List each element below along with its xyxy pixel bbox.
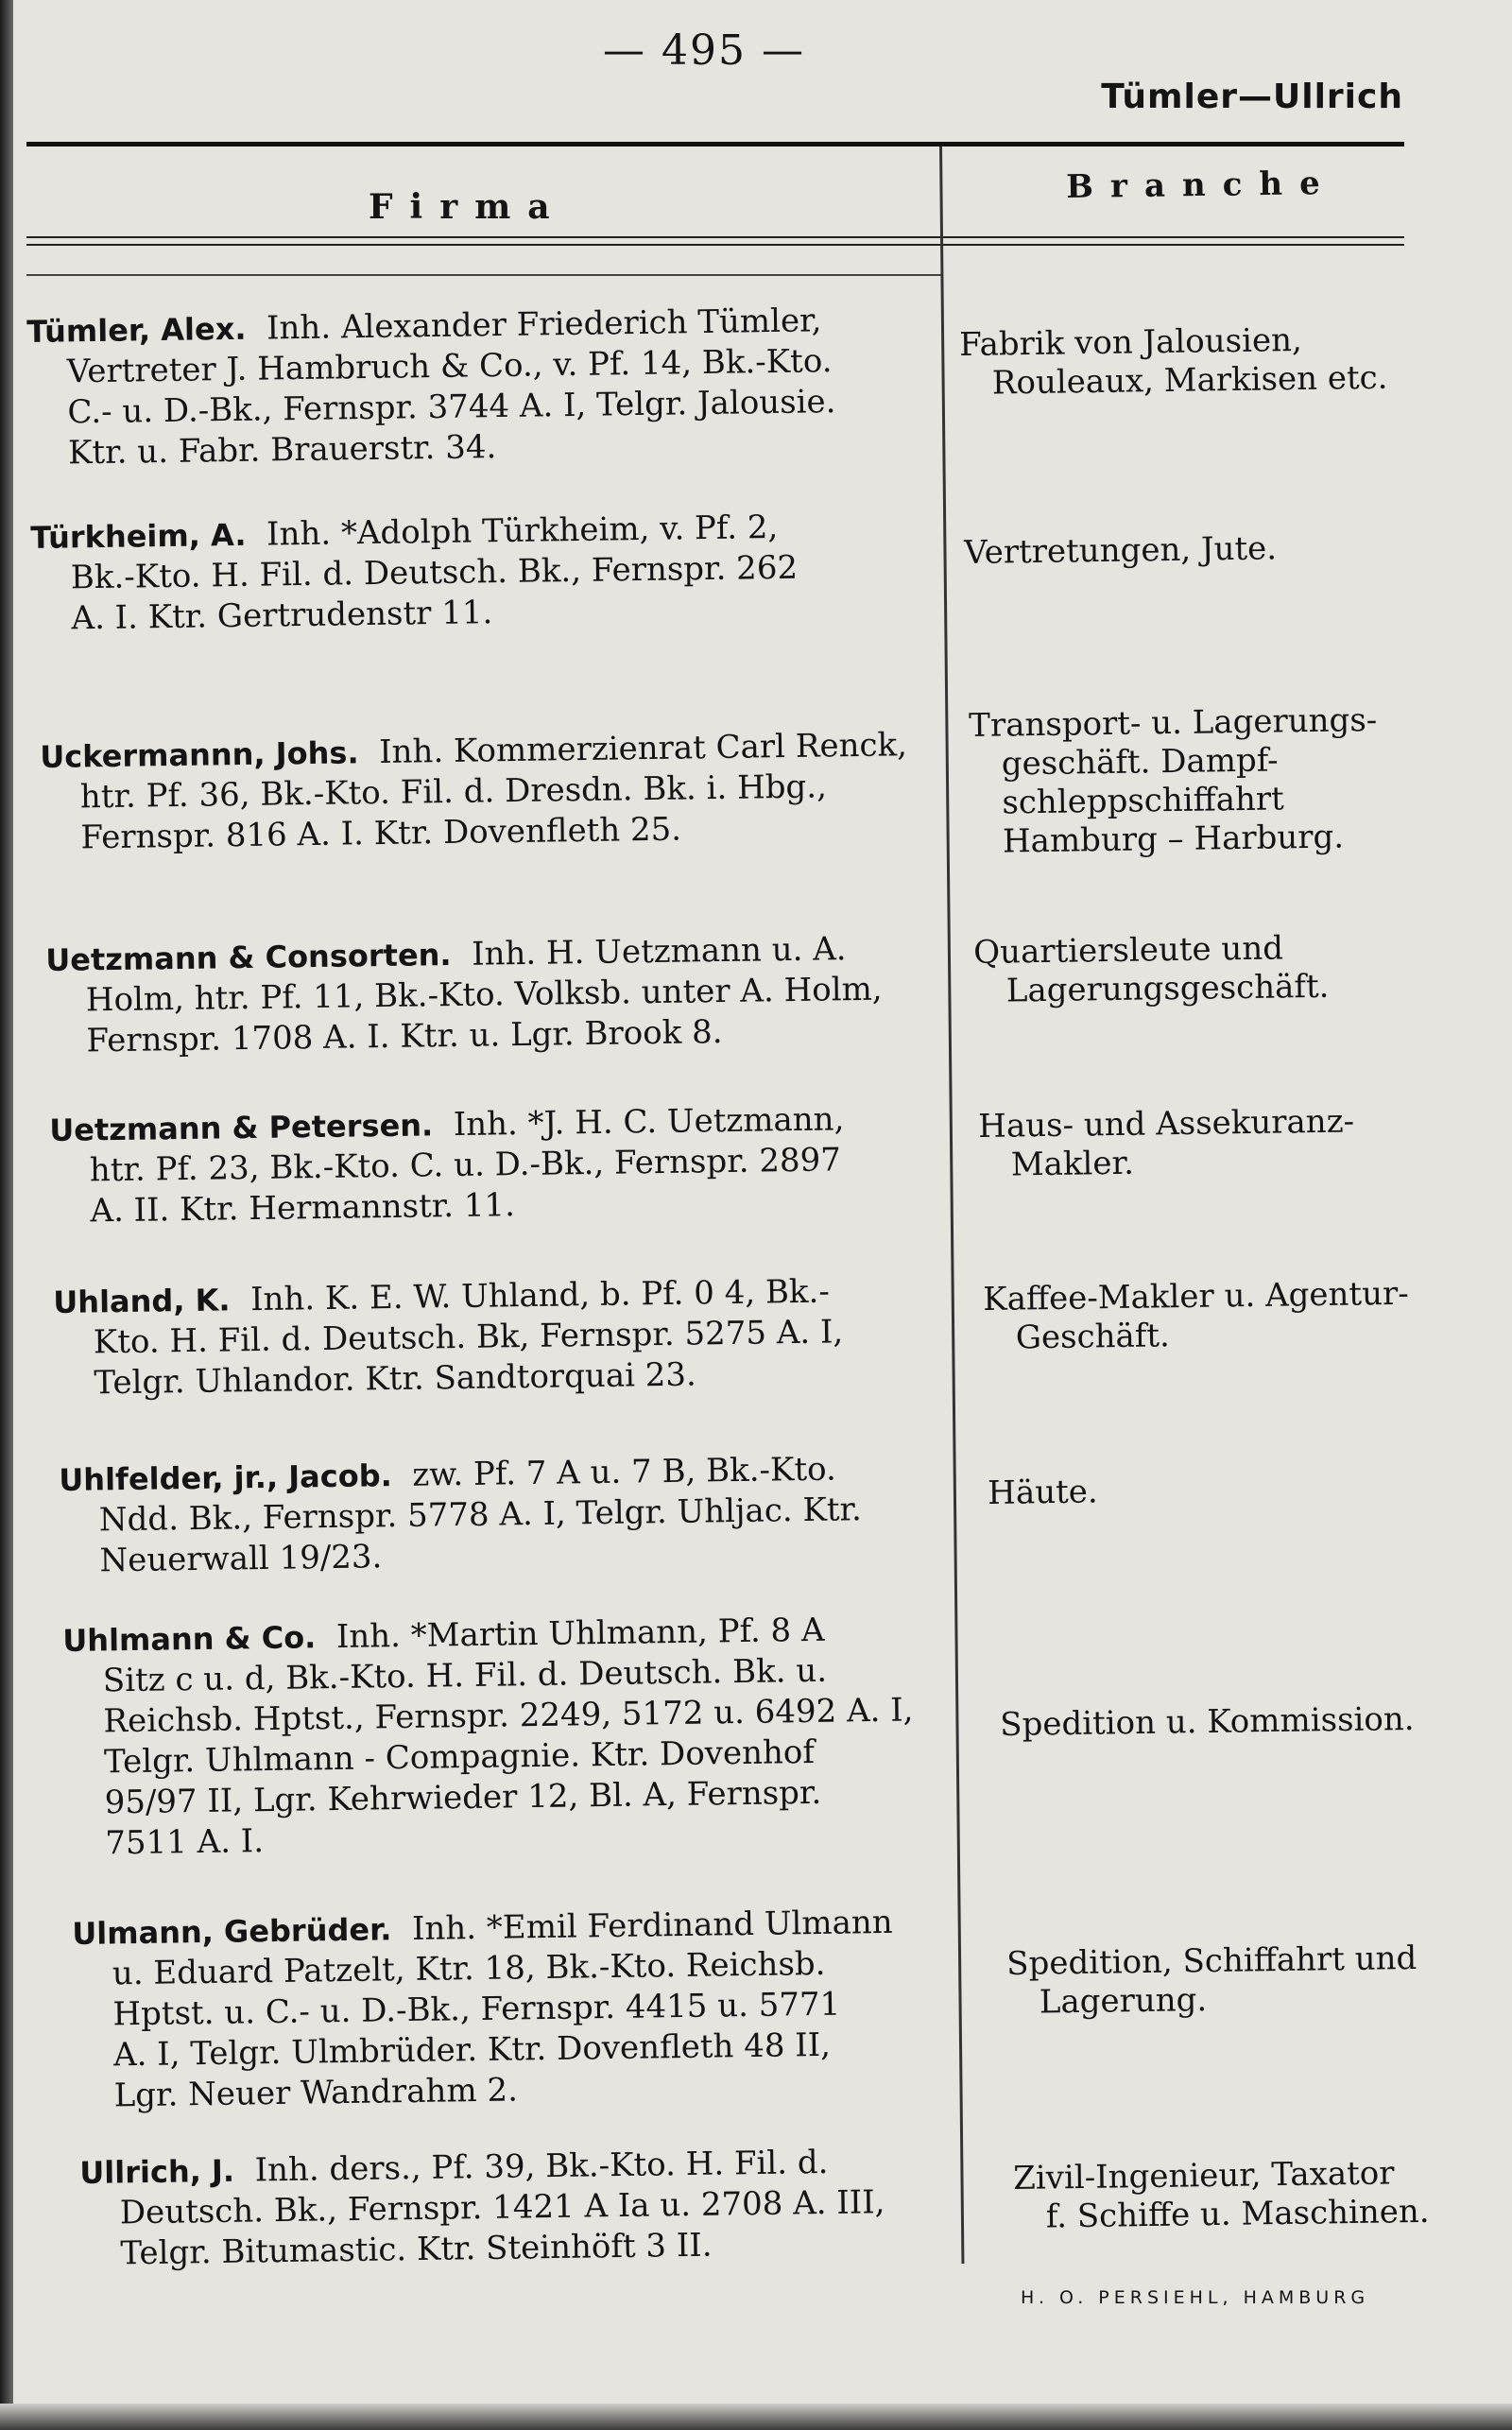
entry-line: Inh. Kommerzienrat Carl Renck, (378, 726, 908, 771)
entry-line: A. II. Ktr. Hermannstr. 11. (90, 1186, 516, 1231)
column-header-branche: Branche (1066, 164, 1337, 206)
firm-name: Türkheim, A. (30, 516, 247, 556)
firm-entry (40, 724, 977, 859)
firm-name: Tümler, Alex. (26, 310, 247, 350)
branche-entry (1013, 2152, 1512, 2237)
entry-line: Inh. Alexander Friederich Tümler, (266, 302, 822, 348)
running-head: Tümler—Ullrich (1101, 78, 1403, 116)
entry-line: Bk.-Kto. H. Fil. d. Deutsch. Bk., Fernspr. 262 (70, 548, 799, 597)
firm-entry (59, 1447, 996, 1582)
entry-line: Inh. H. Uetzmann u. A. (471, 930, 847, 974)
entry-line: 7511 A. I. (105, 1822, 265, 1863)
entry-line: Inh. *Martin Uhlmann, Pf. 8 A (335, 1611, 825, 1656)
branche-line: Hamburg – Harburg. (1002, 818, 1345, 861)
entry-line: htr. Pf. 36, Bk.-Kto. Fil. d. Dresdn. Bk. i. Hbg., (79, 767, 828, 817)
entry-line: Inh. K. E. W. Uhland, b. Pf. 0 4, Bk.- (249, 1272, 831, 1319)
header-rule (26, 142, 1404, 146)
entry-line: Inh. *Emil Ferdinand Ulmann (411, 1903, 893, 1948)
entry-line: Kto. H. Fil. d. Deutsch. Bk, Fernspr. 5275 A. I, (93, 1313, 844, 1362)
entry-line: Ktr. u. Fabr. Brauerstr. 34. (67, 428, 497, 473)
entry-line: A. I, Telgr. Ulmbrüder. Ktr. Dovenfleth 48 II, (112, 2025, 832, 2075)
entry-line: Inh. *J. H. C. Uetzmann, (453, 1100, 845, 1145)
branche-line: Lagerung. (1039, 1981, 1208, 2022)
branche-line: Spedition u. Kommission. (1000, 1699, 1415, 1744)
firm-entry (30, 505, 968, 640)
branche-line: Vertretungen, Jute. (964, 529, 1278, 572)
firm-entry (45, 927, 983, 1062)
branche-entry (973, 926, 1503, 1011)
entry-line: Lgr. Neuer Wandrahm 2. (113, 2071, 519, 2115)
entry-line: Deutsch. Bk., Fernspr. 1421 A Ia u. 2708 A. III, (119, 2183, 885, 2232)
branche-line: Zivil-Ingenieur, Taxator (1013, 2154, 1395, 2197)
branche-line: Spedition, Schiffahrt und (1006, 1939, 1418, 1983)
entry-line: Neuerwall 19/23. (99, 1538, 383, 1580)
entry-line: Telgr. Uhlandor. Ktr. Sandtorquai 23. (94, 1355, 697, 1403)
branche-entry (983, 1273, 1512, 1358)
firm-entry (26, 299, 964, 474)
branche-entry (978, 1100, 1508, 1185)
entry-line: C.- u. D.-Bk., Fernspr. 3744 A. I, Telgr. Jalousie. (67, 383, 836, 432)
branche-line: geschäft. Dampf- (1001, 741, 1279, 784)
entry-line: Vertreter J. Hambruch & Co., v. Pf. 14, Bk.-Kto. (66, 342, 833, 391)
branche-entry (1006, 1938, 1512, 2023)
branche-line: Geschäft. (1015, 1317, 1171, 1357)
entry-line: Telgr. Uhlmann - Compagnie. Ktr. Dovenhof (103, 1732, 816, 1782)
firm-name: Uhlfelder, jr., Jacob. (59, 1457, 392, 1498)
entry-line: u. Eduard Patzelt, Ktr. 18, Bk.-Kto. Reichsb. (112, 1944, 826, 1993)
firm-entry (79, 2140, 1017, 2275)
entry-line: Telgr. Bitumastic. Ktr. Steinhöft 3 II. (120, 2226, 713, 2273)
branche-entry (988, 1467, 1512, 1513)
branche-line: Lagerungsgeschäft. (1005, 967, 1330, 1010)
page-number: — 495 — (603, 26, 805, 75)
entry-line: 95/97 II, Lgr. Kehrwieder 12, Bl. A, Fernspr. (104, 1773, 822, 1822)
entry-line: Holm, htr. Pf. 11, Bk.-Kto. Volksb. unter A. Holm, (85, 970, 883, 1020)
entry-line: Inh. ders., Pf. 39, Bk.-Kto. H. Fil. d. (254, 2143, 829, 2190)
branche-line: Haus- und Assekuranz- (978, 1102, 1355, 1146)
entry-line: Ndd. Bk., Fernspr. 5778 A. I, Telgr. Uhljac. Ktr. (98, 1491, 863, 1540)
firm-entry (53, 1269, 990, 1405)
entry-line: Hptst. u. C.- u. D.-Bk., Fernspr. 4415 u. 5771 (112, 1985, 841, 2034)
branche-entry (964, 526, 1494, 573)
firm-name: Ullrich, J. (79, 2152, 235, 2191)
entry-line: Fernspr. 816 A. I. Ktr. Dovenfleth 25. (80, 810, 682, 857)
header-double-rule (26, 236, 1404, 238)
entry-line: Reichsb. Hptst., Fernspr. 2249, 5172 u. 6492 A. I, (103, 1691, 914, 1741)
firm-entry (72, 1901, 1010, 2117)
firm-entry (62, 1608, 1002, 1865)
firma-underline-rule (26, 274, 943, 276)
column-header-firma: Firma (369, 187, 567, 227)
page-edge-shadow (0, 0, 13, 2430)
entry-line: Inh. *Adolph Türkheim, v. Pf. 2, (266, 508, 779, 554)
branche-entry (1000, 1698, 1512, 1745)
branche-entry (969, 699, 1500, 862)
branche-line: Häute. (988, 1473, 1098, 1512)
entry-line: htr. Pf. 23, Bk.-Kto. C. u. D.-Bk., Fernspr. 2897 (89, 1141, 842, 1190)
branche-line: f. Schiffe u. Maschinen. (1045, 2192, 1430, 2236)
branche-line: Transport- u. Lagerungs- (969, 700, 1378, 745)
branche-line: Fabrik von Jalousien, (959, 320, 1303, 364)
firm-name: Uetzmann & Petersen. (49, 1107, 434, 1148)
firm-name: Uckermannn, Johs. (40, 734, 359, 775)
page-bottom-shadow (0, 2404, 1512, 2430)
firm-name: Uhland, K. (53, 1282, 231, 1320)
branche-line: Rouleaux, Markisen etc. (991, 358, 1388, 403)
branche-line: schleppschiffahrt (1002, 780, 1285, 822)
header-double-rule (26, 244, 1404, 246)
branche-line: Quartiersleute und (973, 929, 1284, 972)
firm-name: Ulmann, Gebrüder. (72, 1911, 392, 1952)
entry-line: zw. Pf. 7 A u. 7 B, Bk.-Kto. (412, 1450, 837, 1494)
printer-credit: H. O. PERSIEHL, HAMBURG (1021, 2287, 1370, 2308)
entry-line: A. I. Ktr. Gertrudenstr 11. (71, 594, 493, 638)
firm-name: Uhlmann & Co. (62, 1619, 317, 1659)
firm-name: Uetzmann & Consorten. (45, 937, 452, 978)
entry-line: Sitz c u. d, Bk.-Kto. H. Fil. d. Deutsch. Bk. u. (102, 1651, 828, 1700)
branche-line: Makler. (1010, 1144, 1135, 1184)
entry-line: Fernspr. 1708 A. I. Ktr. u. Lgr. Brook 8. (86, 1013, 723, 1060)
branche-line: Kaffee-Makler u. Agentur- (983, 1274, 1409, 1318)
branche-entry (959, 319, 1489, 404)
firm-entry (49, 1097, 987, 1232)
